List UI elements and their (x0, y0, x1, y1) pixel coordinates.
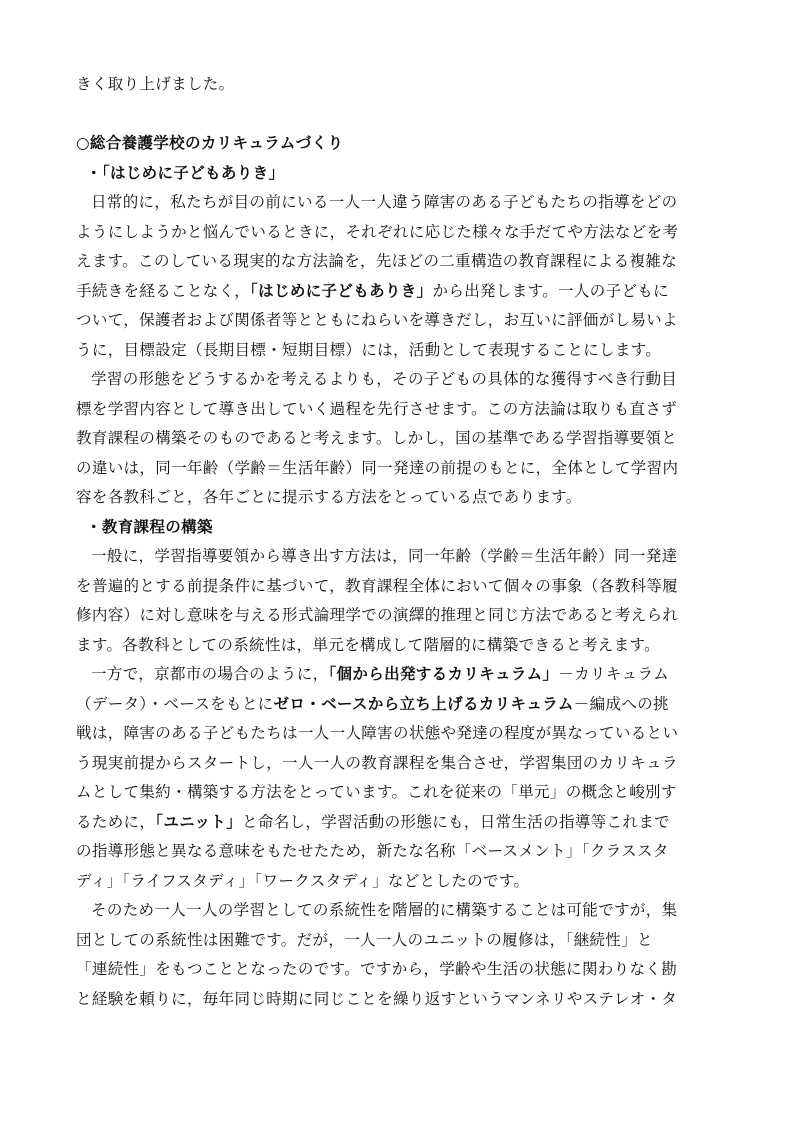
emphasis-text: 「ユニット」 (155, 812, 242, 831)
paragraph-2 (76, 365, 726, 513)
text-line: う現実前提からスタートし，一人一人の教育課程を集合させ，学習集団のカリキュラ (76, 753, 678, 772)
emphasis-text: 「はじめに子どもありき」 (250, 281, 433, 300)
subsection-heading-hajimeni: ・「はじめに子どもありき」 (86, 163, 285, 182)
text-line: ディ」「ライフスタディ」「ワークスタディ」などとしたのです。 (76, 871, 530, 890)
text-line: ます。各教科としての系統性は，単元を構成して階層的に構築できると考えます。 (76, 635, 660, 654)
document-page (76, 70, 726, 1014)
text-line: 修内容）に対し意味を与える形式論理学での演繹的推理と同じ方法であると考えられ (76, 606, 679, 624)
text-line: の違いは，同一年齢（学齢＝生活年齢）同一発達の前提のもとに，全体として学習内 (76, 458, 679, 477)
paragraph-4 (76, 660, 726, 896)
text-line: と経験を頼りに，毎年同じ時期に同じことを繰り返すというマンネリやステレオ・タ (76, 989, 678, 1008)
text-line: うに，目標設定（長期目標・短期目標）には，活動として表現することにします。 (76, 340, 662, 359)
text-line: 標を学習内容として導き出していく過程を先行させます。この方法論は取りも直さず (76, 399, 678, 418)
text-line: ついて，保護者および関係者等とともにねらいを導きだし，お互いに評価がし易いよ (76, 311, 678, 329)
paragraph-5 (76, 896, 726, 1014)
text-span: るために， (76, 812, 156, 831)
text-line: 教育課程の構築そのものであると考えます。しかし，国の基準である学習指導要領と (76, 429, 678, 447)
emphasis-text: ゼロ・ベースから立ち上げるカリキュラム (273, 694, 574, 713)
text-span: 一方で，京都市の場合のように， (91, 665, 329, 683)
text-line: ようにしようかと悩んでいるときに，それぞれに応じた様々な手だてや方法などを考 (76, 222, 679, 241)
blank-line (76, 100, 726, 130)
text-line: の指導形態と異なる意味をもたせたため，新たな名称「ベースメント」「クラススタ (76, 842, 669, 860)
text-line: ムとして集約・構築する方法をとっています。これを従来の「単元」の概念と峻別す (76, 783, 677, 801)
text-line: そのため一人一人の学習としての系統性を階層的に構築することは可能ですが，集 (91, 901, 678, 919)
text-line: を普遍的とする前提条件に基づいて，教育課程全体において個々の事象（各教科等履 (76, 576, 678, 595)
text-line: きく取り上げました。 (76, 75, 235, 93)
text-line: 団としての系統性は困難です。だが，一人一人のユニットの履修は，「継続性」と (76, 930, 653, 949)
paragraph-3 (76, 542, 726, 660)
text-span: と命名し，学習活動の形態にも，日常生活の指導等これまで (242, 812, 670, 831)
text-line (76, 690, 726, 720)
text-span: （データ）・ベースをもとに (76, 694, 274, 713)
text-line: 学習の形態をどうするかを考えるよりも，その子どもの具体的な獲得すべき行動目 (91, 370, 678, 388)
text-line: えます。このしている現実的な方法論を，先ほどの二重構造の教育課程による複雑な (76, 252, 678, 270)
paragraph-1 (76, 188, 726, 365)
text-line (76, 660, 726, 690)
text-span: －カリキュラム (558, 665, 670, 683)
text-line (76, 277, 726, 307)
text-span: 手続きを経ることなく， (76, 281, 251, 300)
text-line: 一般に，学習指導要領から導き出す方法は，同一年齢（学齢＝生活年齢）同一発達 (91, 547, 678, 565)
text-span: から出発します。一人の子どもに (432, 281, 670, 300)
text-line (76, 808, 726, 838)
text-line: 日常的に，私たちが目の前にいる一人一人違う障害のある子どもたちの指導をどの (91, 193, 678, 211)
section-heading: ○総合養護学校のカリキュラムづくり (76, 134, 344, 152)
text-span: －編成への挑 (573, 694, 669, 713)
text-line: 戦は，障害のある子どもたちは一人一人障害の状態や発達の程度が異なっているとい (76, 724, 679, 742)
emphasis-text: 「個から出発するカリキュラム」 (328, 665, 559, 683)
subsection-heading-curriculum: ・教育課程の構築 (86, 517, 213, 536)
text-line: 容を各教科ごと，各年ごとに提示する方法をとっている点であります。 (76, 488, 582, 506)
text-line: 「連続性」をもつこととなったのです。ですから，学齢や生活の状態に関わりなく勘 (76, 960, 678, 978)
